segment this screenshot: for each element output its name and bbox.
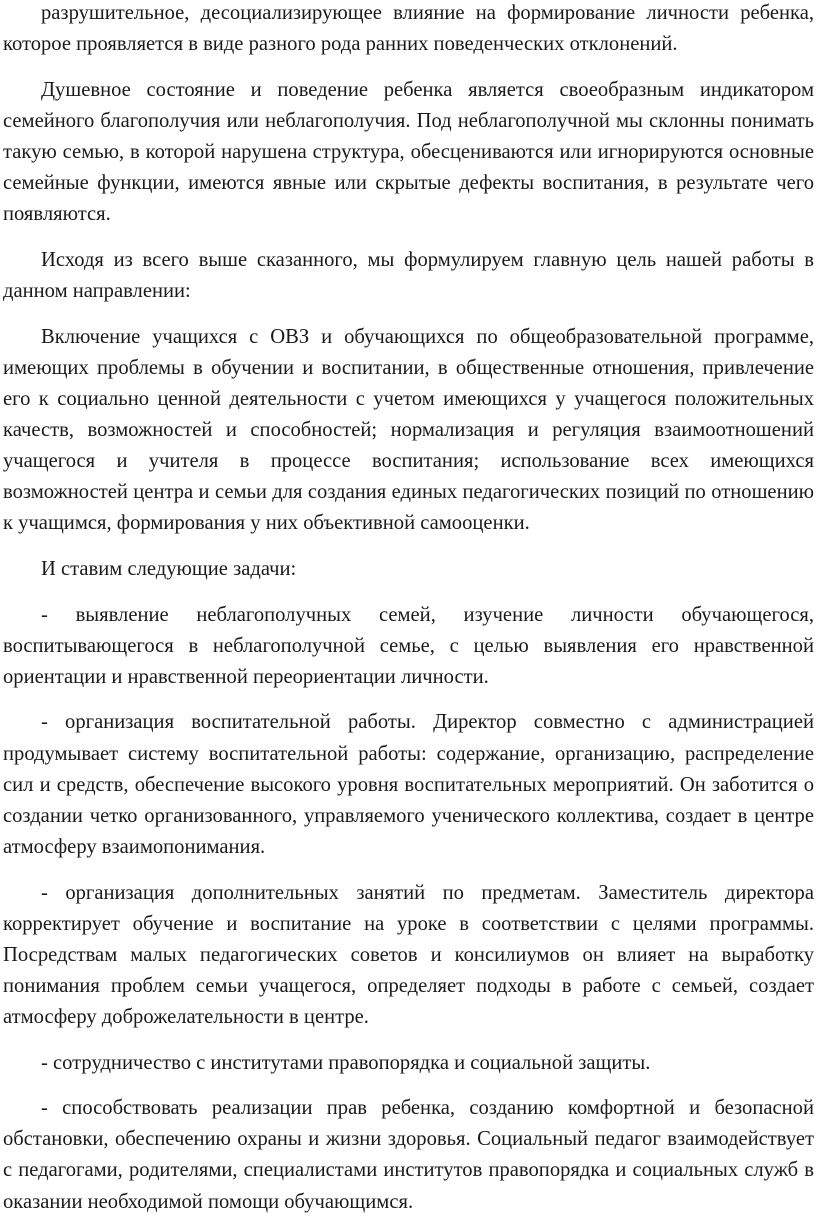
paragraph-goal: Включение учащихся с ОВЗ и обучающихся по общеобразовательной программе, имеющих проблемы в обучении и воспитании, в общественные отношения, привлечение его к социально ценной деятельности с учетом имеющихся у учащегося положительных качеств, возможностей и способностей; нормализация и регуляция взаимоотношений учащегося и учителя в процессе воспитания; использование всех имеющихся возможностей центра и семьи для создания единых педагогических позиций по отношению к учащимся, формирования у них объективной самооценки. <box>3 325 814 535</box>
task-item-cooperation: - сотрудничество с институтами правопорядка и социальной защиты. <box>41 1051 651 1074</box>
task-item-additional-classes: - организация дополнительных занятий по предметам. Заместитель директора корректирует обучение и воспитание на уроке в соответствии с целями программы. Посредствам малых педагогических советов и консилиумов он влияет на выработку понимания проблем семьи учащегося, определяет подходы в работе с семьей, создает атмосферу доброжелательности в центре. <box>3 881 814 1028</box>
paragraph-continuation: разрушительное, десоциализирующее влияние на формирование личности ребенка, которое проявляется в виде разного рода ранних поведенческих отклонений. <box>3 2 814 56</box>
task-item-educational-work: - организация воспитательной работы. Директор совместно с администрацией продумывает систему воспитательной работы: содержание, организацию, распределение сил и средств, обеспечение высокого уровня воспитательных мероприятий. Он заботится о создании четко организованного, управляемого ученического коллектива, создает в центре атмосферу взаимопонимания. <box>3 711 814 858</box>
paragraph-family-wellbeing: Душевное состояние и поведение ребенка является своеобразным индикатором семейного благополучия или неблагополучия. Под неблагополучной мы склонны понимать такую семью, в которой нарушена структура, обесцениваются или игнорируются основные семейные функции, имеются явные или скрытые дефекты воспитания, в результате чего появляются. <box>3 78 814 226</box>
paragraph-tasks-intro: И ставим следующие задачи: <box>41 557 297 580</box>
task-item-identification: - выявление неблагополучных семей, изучение личности обучающегося, воспитывающегося в неблагополучной семье, с целью выявления его нравственной ориентации и нравственной переориентации личности. <box>3 603 814 688</box>
paragraph-goal-intro: Исходя из всего выше сказанного, мы формулируем главную цель нашей работы в данном направлении: <box>3 248 814 302</box>
task-item-child-rights: - способствовать реализации прав ребенка, созданию комфортной и безопасной обстановки, обеспечению охраны и жизни здоровья. Социальный педагог взаимодействует с педагогами, родителями, специалистами институтов правопорядка и социальных служб в оказании необходимой помощи обучающимся. <box>3 1097 814 1213</box>
